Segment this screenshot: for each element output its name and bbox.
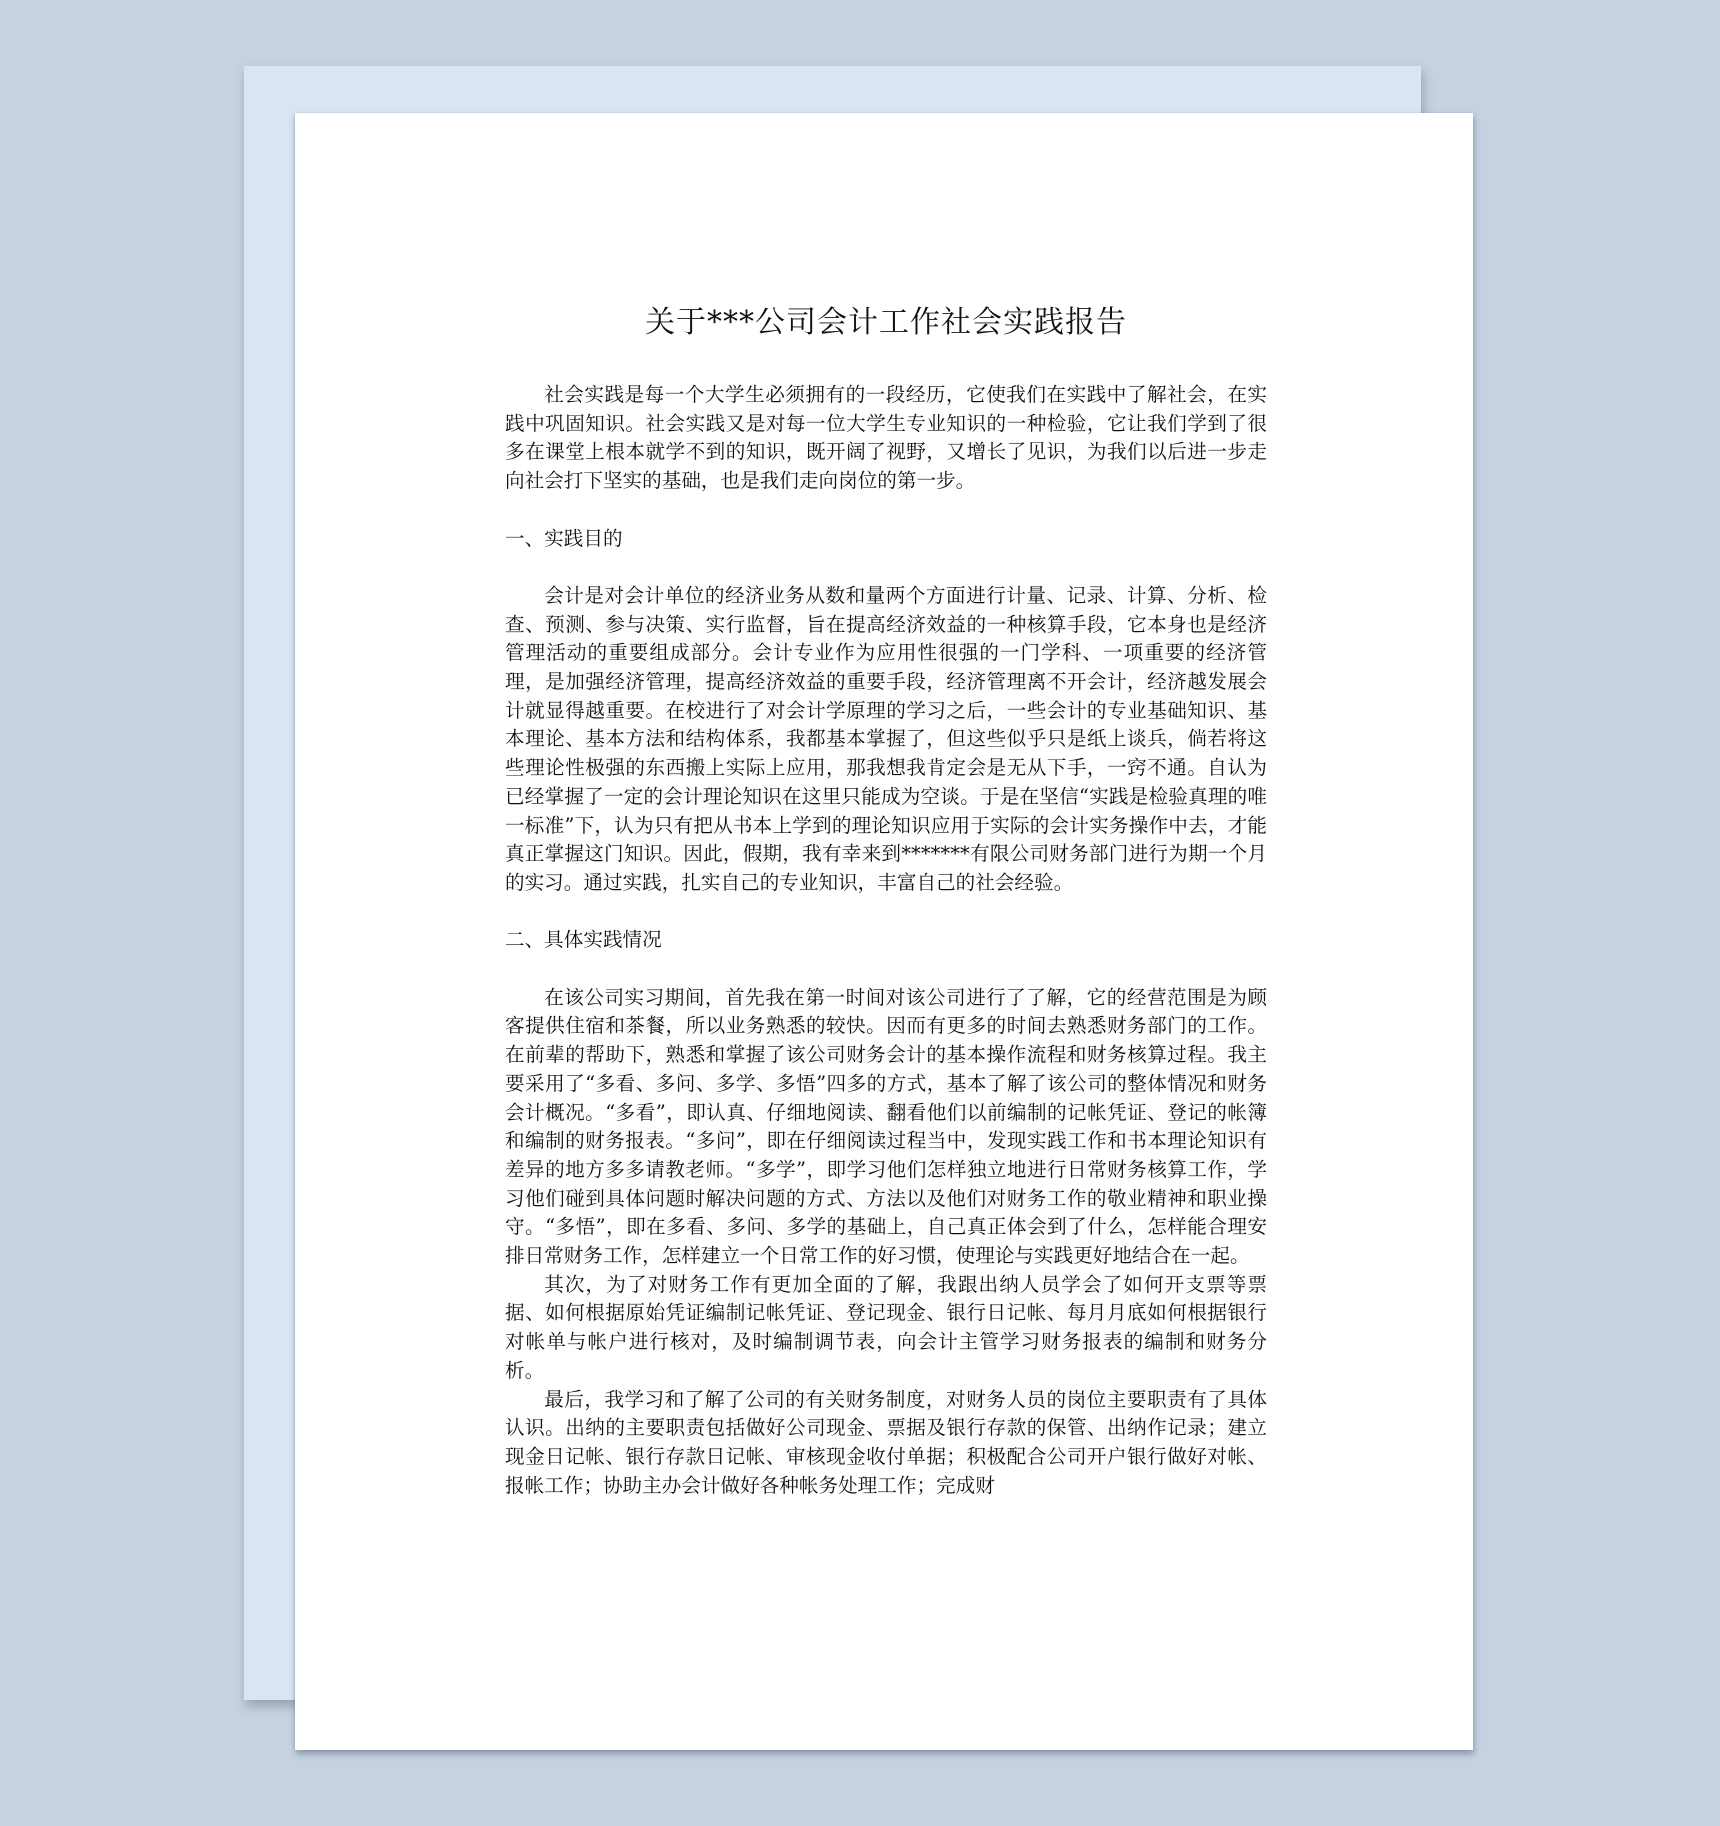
front-page-sheet bbox=[295, 113, 1473, 1750]
section-heading-purpose: 一、实践目的 bbox=[505, 526, 623, 550]
section-paragraph: 会计是对会计单位的经济业务从数和量两个方面进行计量、记录、计算、分析、检查、预测、参与决策、实行监督，旨在提高经济效益的一种核算手段，它本身也是经济管理活动的重要组成部分。会计专业作为应用性很强的一门学科、一项重要的经济管理，是加强经济管理，提高经济效益的重要手段，经济管理离不开会计，经济越发展会计就显得越重要。在校进行了对会计学原理的学习之后，一些会计的专业基础知识、基本理论、基本方法和结构体系，我都基本掌握了，但这些似乎只是纸上谈兵，倘若将这些理论性极强的东西搬上实际上应用，那我想我肯定会是无从下手，一窍不通。自认为已经掌握了一定的会计理论知识在这里只能成为空谈。于是在坚信“实践是检验真理的唯一标准”下，认为只有把从书本上学到的理论知识应用于实际的会计实务操作中去，才能真正掌握这门知识。因此，假期，我有幸来到*******有限公司财务部门进行为期一个月的实习。通过实践，扎实自己的专业知识，丰富自己的社会经验。 bbox=[505, 583, 1267, 894]
section-paragraph: 最后，我学习和了解了公司的有关财务制度，对财务人员的岗位主要职责有了具体认识。出纳的主要职责包括做好公司现金、票据及银行存款的保管、出纳作记录；建立现金日记帐、银行存款日记帐、审核现金收付单据；积极配合公司开户银行做好对帐、报帐工作；协助主办会计做好各种帐务处理工作；完成财 bbox=[505, 1387, 1267, 1497]
section-paragraph: 在该公司实习期间，首先我在第一时间对该公司进行了了解，它的经营范围是为顾客提供住宿和茶餐，所以业务熟悉的较快。因而有更多的时间去熟悉财务部门的工作。在前辈的帮助下，熟悉和掌握了该公司财务会计的基本操作流程和财务核算过程。我主要采用了“多看、多问、多学、多悟”四多的方式，基本了解了该公司的整体情况和财务会计概况。“多看”，即认真、仔细地阅读、翻看他们以前编制的记帐凭证、登记的帐簿和编制的财务报表。“多问”，即在仔细阅读过程当中，发现实践工作和书本理论知识有差异的地方多多请教老师。“多学”，即学习他们怎样独立地进行日常财务核算工作，学习他们碰到具体问题时解决问题的方式、方法以及他们对财务工作的敬业精神和职业操守。“多悟”，即在多看、多问、多学的基础上，自己真正体会到了什么，怎样能合理安排日常财务工作，怎样建立一个日常工作的好习惯，使理论与实践更好地结合在一起。 bbox=[505, 985, 1267, 1268]
intro-paragraph: 社会实践是每一个大学生必须拥有的一段经历，它使我们在实践中了解社会，在实践中巩固知识。社会实践又是对每一位大学生专业知识的一种检验，它让我们学到了很多在课堂上根本就学不到的知识，既开阔了视野，又增长了见识，为我们以后进一步走向社会打下坚实的基础，也是我们走向岗位的第一步。 bbox=[505, 383, 1267, 493]
document-body bbox=[505, 303, 1267, 1500]
section-paragraph: 其次，为了对财务工作有更加全面的了解，我跟出纳人员学会了如何开支票等票据、如何根据原始凭证编制记帐凭证、登记现金、银行日记帐、每月月底如何根据银行对帐单与帐户进行核对，及时编制调节表，向会计主管学习财务报表的编制和财务分析。 bbox=[505, 1272, 1267, 1382]
section-heading-practice: 二、具体实践情况 bbox=[505, 928, 662, 952]
document-title: 关于***公司会计工作社会实践报告 bbox=[645, 305, 1127, 340]
